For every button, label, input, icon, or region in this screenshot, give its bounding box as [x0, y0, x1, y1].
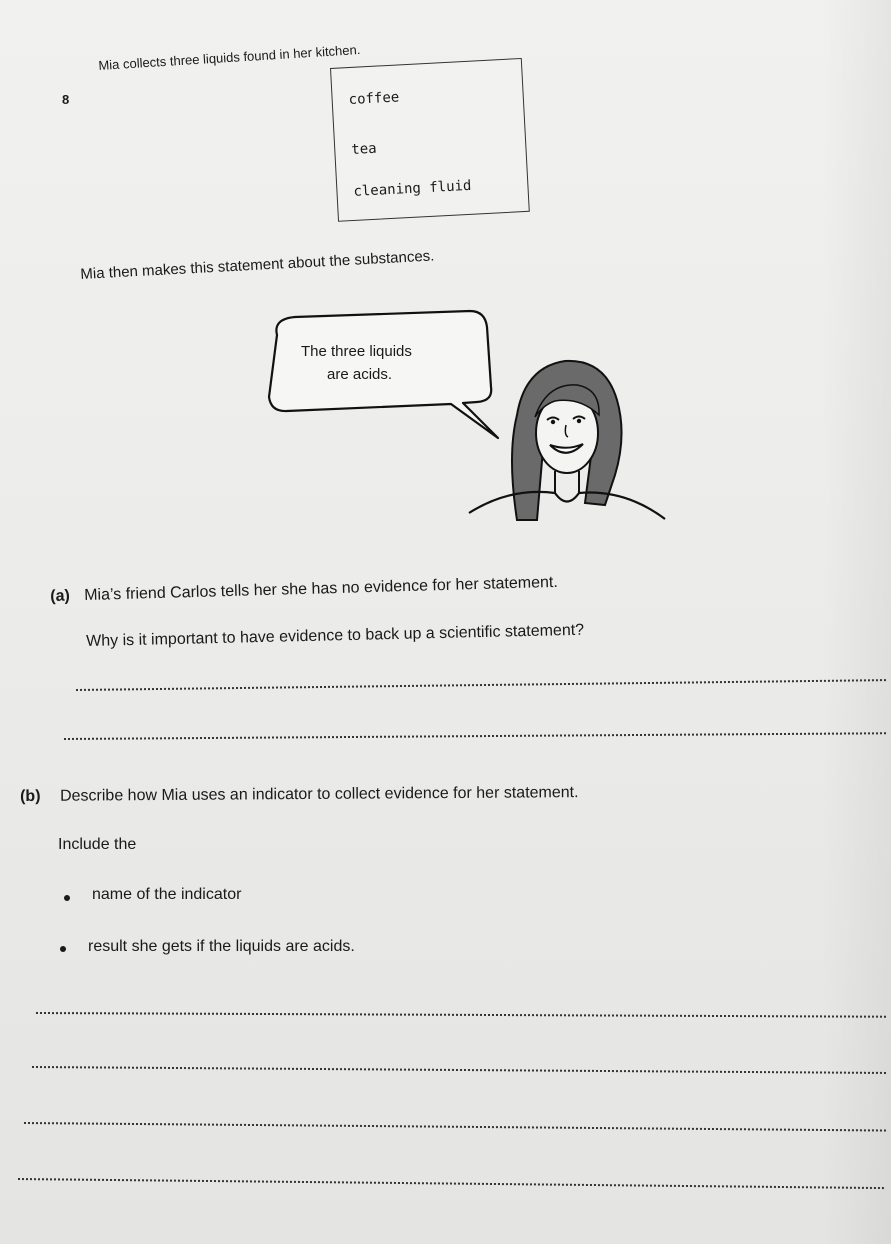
part-b-statement [20, 784, 579, 806]
speech-bubble-line2: are acids. [327, 366, 393, 383]
part-a-label: (a) [50, 587, 71, 605]
speech-bubble-and-girl-drawing [255, 305, 675, 535]
liquids-box [330, 58, 530, 222]
part-a-question: Why is it important to have evidence to back up a scientific statement? [86, 621, 585, 650]
statement-intro: Mia then makes this statement about the substances. [80, 247, 435, 283]
mia-illustration [255, 305, 675, 535]
part-b-bullet-1: name of the indicator [92, 886, 242, 903]
bullet-icon [60, 946, 66, 952]
part-b-answer-line-4[interactable] [18, 1178, 884, 1189]
liquid-tea: tea [350, 140, 378, 158]
part-b-text: Describe how Mia uses an indicator to collect evidence for her statement. [59, 784, 579, 805]
question-intro: Mia collects three liquids found in her kitchen. [98, 41, 361, 73]
part-b-answer-line-3[interactable] [24, 1122, 886, 1132]
part-b-answer-line-1[interactable] [36, 1012, 886, 1018]
part-a-answer-line-1[interactable] [76, 679, 886, 691]
part-a-text: Mia’s friend Carlos tells her she has no evidence for her statement. [83, 573, 558, 605]
part-b-include: Include the [58, 836, 137, 853]
liquid-cleaning-fluid: cleaning fluid [353, 177, 472, 200]
question-number: 8 [62, 92, 70, 107]
speech-bubble-line1: The three liquids [301, 343, 412, 360]
bullet-icon [64, 895, 70, 901]
part-a-statement [50, 574, 558, 606]
liquid-coffee: coffee [348, 89, 400, 109]
part-b-bullet-2: result she gets if the liquids are acids. [88, 938, 355, 955]
part-b-answer-line-2[interactable] [32, 1066, 886, 1074]
part-b-label: (b) [20, 787, 41, 805]
part-a-answer-line-2[interactable] [64, 732, 886, 740]
page-edge-shadow [821, 0, 891, 1244]
